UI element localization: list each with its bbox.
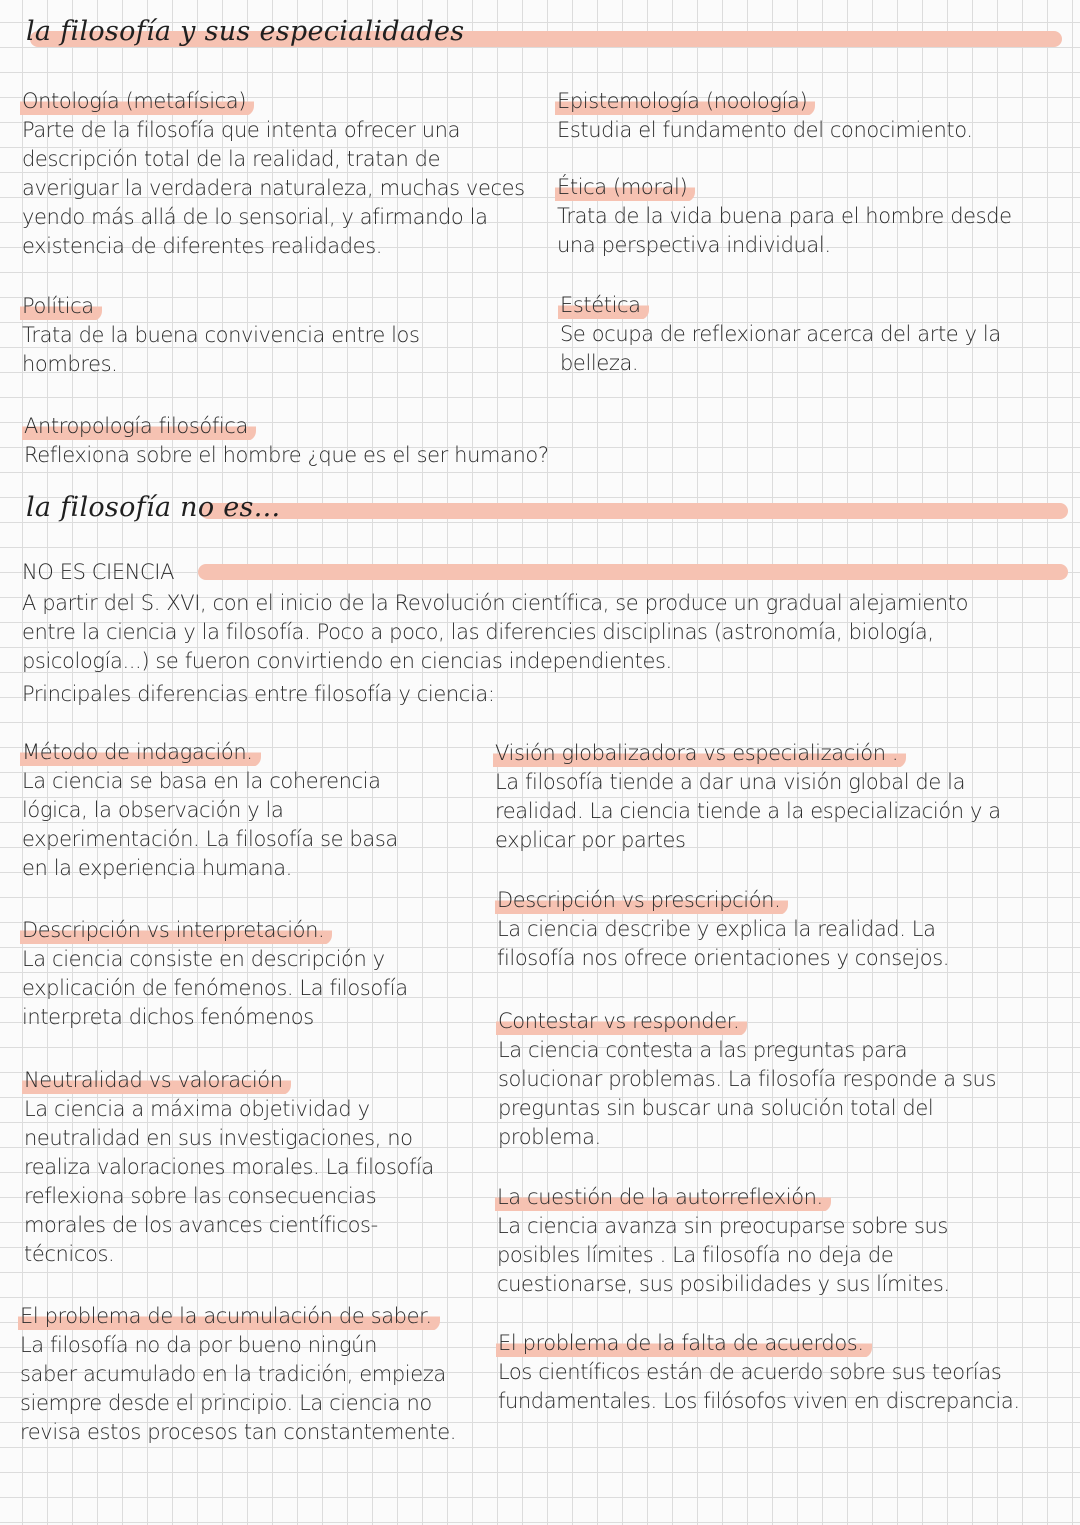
difference-descripcion-prescripcion (497, 886, 1067, 973)
difference-text: La ciencia a máxima objetividad y neutralidad en sus investigaciones, no realiza valoraciones morales. La filosofía reflexiona sobre las consecuencias morales de los avances científicos- técnicos. (24, 1097, 434, 1266)
specialty-etica (557, 173, 1057, 260)
difference-acumulacion (20, 1302, 490, 1447)
difference-label: La cuestión de la autorreflexión. (495, 1183, 831, 1212)
difference-descripcion-interpretacion (22, 916, 482, 1032)
intro-text: A partir del S. XVI, con el inicio de la Revolución científica, se produce un gradual alejamiento entre la ciencia y la filosofía. Poco a poco, las diferencies disciplinas (astronomía, biología, psicología...) se fueron convirtiendo en ciencias independientes. (22, 591, 969, 673)
specialty-label: Antropología filosófica (22, 412, 256, 441)
difference-neutralidad (24, 1066, 484, 1269)
difference-text: La ciencia describe y explica la realidad. La filosofía nos ofrece orientaciones y consejos. (497, 917, 950, 970)
difference-acuerdos (498, 1329, 1068, 1416)
specialty-text: Estudia el fundamento del conocimiento. (557, 118, 973, 142)
specialty-text: Trata de la buena convivencia entre los hombres. (22, 323, 420, 376)
specialty-label: Epistemología (noología) (555, 87, 815, 116)
difference-label: Visión globalizadora vs especialización . (493, 739, 906, 768)
specialty-text: Se ocupa de reflexionar acerca del arte y la belleza. (560, 322, 1001, 375)
difference-contestar (498, 1007, 1068, 1152)
difference-text: La ciencia consiste en descripción y explicación de fenómenos. La filosofía interpreta dichos fenómenos (22, 947, 408, 1029)
subtitle-text: Principales diferencias entre filosofía y ciencia: (22, 682, 495, 706)
difference-metodo (22, 738, 482, 883)
difference-label: El problema de la acumulación de saber. (18, 1302, 440, 1331)
section-title-no-es: la filosofía no es... (26, 492, 281, 523)
difference-label: Descripción vs interpretación. (20, 916, 332, 945)
specialty-text: Reflexiona sobre el hombre ¿que es el ser humano? (24, 443, 549, 467)
specialty-antropologia (24, 412, 724, 470)
difference-label: Método de indagación. (20, 738, 261, 767)
difference-text: La ciencia avanza sin preocuparse sobre sus posibles límites . La filosofía no deja de cuestionarse, sus posibilidades y sus límites. (497, 1214, 950, 1296)
difference-label: Neutralidad vs valoración (22, 1066, 291, 1095)
header-highlight-bar (200, 503, 1068, 519)
difference-autorreflexion (497, 1183, 1067, 1299)
specialty-politica (22, 292, 522, 379)
no-es-ciencia-title: NO ES CIENCIA (22, 560, 175, 584)
difference-text: La filosofía no da por bueno ningún saber acumulado en la tradición, empieza siempre desde el principio. La ciencia no revisa estos procesos tan constantemente. (20, 1333, 457, 1444)
specialty-text: Parte de la filosofía que intenta ofrecer una descripción total de la realidad, tratan de averiguar la verdadera naturaleza, muchas veces yendo más allá de lo sensorial, y afirmando la existencia de diferentes realidades. (22, 118, 525, 258)
section-title-especialidades: la filosofía y sus especialidades (26, 16, 465, 47)
difference-text: La ciencia se basa en la coherencia lógica, la observación y la experimentación. La filosofía se basa en la experiencia humana. (22, 769, 398, 880)
specialty-label: Estética (558, 291, 649, 320)
specialty-label: Ontología (metafísica) (20, 87, 254, 116)
specialty-estetica (560, 291, 1060, 378)
difference-label: Contestar vs responder. (496, 1007, 747, 1036)
specialty-ontologia (22, 87, 542, 261)
difference-label: Descripción vs prescripción. (495, 886, 788, 915)
difference-vision (495, 739, 1065, 855)
specialty-label: Ética (moral) (555, 173, 695, 202)
difference-label: El problema de la falta de acuerdos. (496, 1329, 872, 1358)
difference-text: La filosofía tiende a dar una visión global de la realidad. La ciencia tiende a la especialización y a explicar por partes (495, 770, 1001, 852)
subheader-highlight-bar (198, 564, 1068, 580)
difference-text: La ciencia contesta a las preguntas para solucionar problemas. La filosofía responde a sus preguntas sin buscar una solución total del problema. (498, 1038, 996, 1149)
difference-text: Los científicos están de acuerdo sobre sus teorías fundamentales. Los filósofos viven en discrepancia. (498, 1360, 1020, 1413)
no-es-ciencia-intro (22, 589, 1067, 676)
differences-subtitle (22, 680, 722, 709)
specialty-label: Política (20, 292, 102, 321)
specialty-epistemologia (557, 87, 1057, 145)
specialty-text: Trata de la vida buena para el hombre desde una perspectiva individual. (557, 204, 1012, 257)
